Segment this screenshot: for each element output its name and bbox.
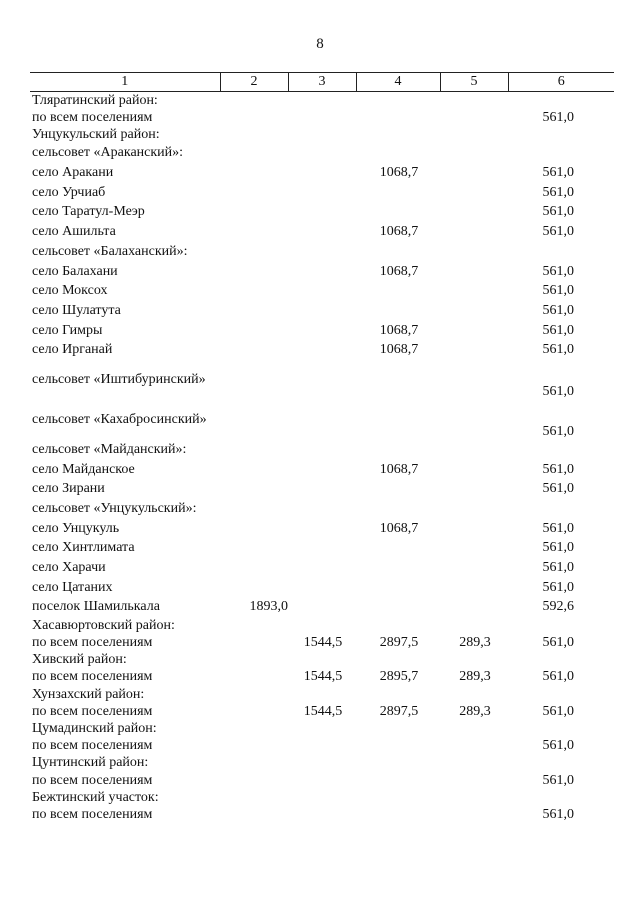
col3-cell — [288, 772, 356, 789]
col2-cell — [220, 400, 288, 440]
col5-cell — [440, 301, 508, 321]
col6-cell: 561,0 — [542, 224, 574, 240]
col5-cell — [440, 652, 508, 669]
col2-cell — [220, 301, 288, 321]
col4-cell — [356, 789, 440, 806]
table-row — [30, 635, 614, 652]
col4-cell — [356, 242, 440, 262]
col3-cell — [288, 519, 356, 539]
col6-cell — [508, 617, 614, 634]
table-row — [30, 617, 614, 634]
col2-cell — [220, 806, 288, 823]
col3-cell — [288, 340, 356, 360]
col3-cell — [288, 440, 356, 460]
col4-cell: 1068,7 — [379, 342, 419, 358]
col6-cell: 561,0 — [542, 302, 574, 318]
col6-cell — [508, 440, 614, 460]
col5-cell — [440, 806, 508, 823]
col4-cell — [356, 686, 440, 703]
col2-cell — [220, 92, 288, 110]
col5-cell — [440, 558, 508, 578]
col2-cell — [220, 222, 288, 242]
row-name-cell: Хивский район: — [32, 652, 127, 668]
col5-cell — [440, 686, 508, 703]
table-body — [30, 92, 614, 824]
row-name-cell: село Урчиаб — [32, 184, 106, 200]
col6-cell: 561,0 — [542, 204, 574, 220]
col5-cell — [440, 720, 508, 737]
col5-cell — [440, 738, 508, 755]
row-name-cell: Хунзахский район: — [32, 686, 145, 702]
col4-cell — [356, 400, 440, 440]
col4-cell — [356, 301, 440, 321]
row-name-cell: село Шулатута — [32, 302, 121, 318]
col3-cell: 1544,5 — [303, 703, 343, 719]
col4-cell — [356, 183, 440, 203]
col6-cell: 561,0 — [542, 560, 574, 576]
col6-cell: 561,0 — [542, 283, 574, 299]
col5-cell — [440, 92, 508, 110]
col4-cell — [356, 806, 440, 823]
row-name-cell: сельсовет «Кахабросинский» — [32, 412, 207, 428]
table-row — [30, 281, 614, 301]
col3-cell — [288, 222, 356, 242]
col2-cell: 1893,0 — [249, 599, 288, 615]
col6-cell: 561,0 — [542, 263, 574, 279]
col2-cell — [220, 519, 288, 539]
table-row — [30, 519, 614, 539]
col3-cell — [288, 281, 356, 301]
col3-cell: 1544,5 — [303, 669, 343, 685]
col2-cell — [220, 340, 288, 360]
col4-cell: 2895,7 — [379, 669, 419, 685]
col6-cell: 561,0 — [542, 540, 574, 556]
col2-cell — [220, 789, 288, 806]
col4-cell: 1068,7 — [379, 461, 419, 477]
row-name-cell: село Зирани — [32, 481, 105, 497]
col5-cell — [440, 400, 508, 440]
col5-cell — [440, 519, 508, 539]
col4-cell — [356, 281, 440, 301]
table-row — [30, 755, 614, 772]
row-name-cell: по всем поселениям — [32, 738, 153, 754]
row-name-cell: по всем поселениям — [32, 772, 153, 788]
col4-cell — [356, 144, 440, 164]
col6-cell — [508, 755, 614, 772]
table-row — [30, 321, 614, 341]
column-header-3: 3 — [288, 73, 356, 92]
col6-cell: 561,0 — [542, 184, 574, 200]
col3-cell — [288, 499, 356, 519]
col2-cell — [220, 242, 288, 262]
col4-cell: 2897,5 — [379, 635, 419, 651]
col4-cell: 1068,7 — [379, 520, 419, 536]
col6-cell: 561,0 — [542, 322, 574, 338]
row-name-cell: по всем поселениям — [32, 806, 153, 822]
col4-cell — [356, 617, 440, 634]
col6-cell — [508, 92, 614, 110]
table-row — [30, 400, 614, 440]
col2-cell — [220, 755, 288, 772]
col5-cell — [440, 222, 508, 242]
col4-cell — [356, 558, 440, 578]
col6-cell: 561,0 — [542, 481, 574, 497]
col2-cell — [220, 635, 288, 652]
row-name-cell: село Унцукуль — [32, 520, 120, 536]
col5-cell — [440, 183, 508, 203]
col5-cell — [440, 480, 508, 500]
col5-cell — [440, 203, 508, 223]
col6-cell: 561,0 — [542, 342, 574, 358]
row-name-cell: село Хинтлимата — [32, 540, 135, 556]
col2-cell — [220, 144, 288, 164]
col4-cell — [356, 652, 440, 669]
col2-cell — [220, 686, 288, 703]
col6-cell: 561,0 — [542, 579, 574, 595]
tariff-table — [30, 72, 614, 824]
col3-cell — [288, 203, 356, 223]
col4-cell: 1068,7 — [379, 263, 419, 279]
col4-cell — [356, 203, 440, 223]
table-row — [30, 720, 614, 737]
col5-cell — [440, 755, 508, 772]
col3-cell — [288, 539, 356, 559]
table-row — [30, 558, 614, 578]
col3-cell — [288, 92, 356, 110]
col4-cell — [356, 499, 440, 519]
col3-cell — [288, 262, 356, 282]
col4-cell — [356, 738, 440, 755]
col2-cell — [220, 772, 288, 789]
col3-cell — [288, 686, 356, 703]
col2-cell — [220, 480, 288, 500]
row-name-cell: по всем поселениям — [32, 109, 153, 125]
col6-cell: 561,0 — [542, 738, 574, 754]
col2-cell — [220, 738, 288, 755]
col6-cell — [508, 686, 614, 703]
row-name-cell: село Аракани — [32, 165, 114, 181]
col5-cell — [440, 126, 508, 143]
table-row — [30, 301, 614, 321]
col6-cell: 561,0 — [542, 424, 574, 440]
col5-cell — [440, 144, 508, 164]
col5-cell — [440, 163, 508, 183]
col3-cell — [288, 806, 356, 823]
column-header-4: 4 — [356, 73, 440, 92]
col2-cell — [220, 652, 288, 669]
row-name-cell: поселок Шамилькала — [32, 599, 160, 615]
col2-cell — [220, 183, 288, 203]
table-row — [30, 203, 614, 223]
col2-cell — [220, 617, 288, 634]
col3-cell — [288, 163, 356, 183]
table-row — [30, 222, 614, 242]
col3-cell — [288, 109, 356, 126]
col5-cell — [440, 109, 508, 126]
col2-cell — [220, 360, 288, 400]
col3-cell — [288, 578, 356, 598]
table-row — [30, 578, 614, 598]
col2-cell — [220, 669, 288, 686]
table-row — [30, 340, 614, 360]
table-row — [30, 92, 614, 110]
col5-cell — [440, 499, 508, 519]
col5-cell: 289,3 — [459, 703, 491, 719]
col3-cell — [288, 720, 356, 737]
col4-cell — [356, 126, 440, 143]
col5-cell — [440, 242, 508, 262]
col4-cell — [356, 440, 440, 460]
table-row — [30, 440, 614, 460]
col5-cell — [440, 598, 508, 618]
row-name-cell: по всем поселениям — [32, 703, 153, 719]
row-name-cell: по всем поселениям — [32, 635, 153, 651]
table-row — [30, 360, 614, 400]
col6-cell — [508, 499, 614, 519]
table-row — [30, 789, 614, 806]
table-row — [30, 460, 614, 480]
col6-cell — [508, 652, 614, 669]
table-row — [30, 126, 614, 143]
col2-cell — [220, 163, 288, 183]
col2-cell — [220, 720, 288, 737]
col3-cell — [288, 321, 356, 341]
col6-cell: 561,0 — [542, 109, 574, 125]
col4-cell: 1068,7 — [379, 322, 419, 338]
col5-cell — [440, 340, 508, 360]
col4-cell — [356, 578, 440, 598]
col5-cell — [440, 360, 508, 400]
table-row — [30, 242, 614, 262]
row-name-cell: село Майданское — [32, 461, 135, 477]
table-header — [30, 73, 614, 92]
col3-cell — [288, 242, 356, 262]
row-name-cell: село Таратул-Меэр — [32, 204, 145, 220]
column-header-5: 5 — [440, 73, 508, 92]
col2-cell — [220, 539, 288, 559]
col3-cell — [288, 400, 356, 440]
col3-cell — [288, 480, 356, 500]
table-row — [30, 499, 614, 519]
row-name-cell: село Цатаних — [32, 579, 113, 595]
row-name-cell: село Балахани — [32, 263, 118, 279]
table-row — [30, 806, 614, 823]
col6-cell: 561,0 — [542, 635, 574, 651]
col4-cell: 1068,7 — [379, 165, 419, 181]
col2-cell — [220, 203, 288, 223]
table-row — [30, 480, 614, 500]
col5-cell: 289,3 — [459, 669, 491, 685]
col3-cell — [288, 144, 356, 164]
table-row — [30, 262, 614, 282]
column-header-6: 6 — [508, 73, 614, 92]
column-header-1: 1 — [30, 73, 220, 92]
col2-cell — [220, 578, 288, 598]
table-row — [30, 183, 614, 203]
col6-cell: 561,0 — [542, 703, 574, 719]
col4-cell — [356, 360, 440, 400]
col5-cell — [440, 772, 508, 789]
row-name-cell: Цумадинский район: — [32, 721, 157, 737]
col3-cell — [288, 126, 356, 143]
col5-cell — [440, 321, 508, 341]
row-name-cell: Бежтинский участок: — [32, 789, 159, 805]
col6-cell: 561,0 — [542, 461, 574, 477]
col6-cell — [508, 789, 614, 806]
row-name-cell: село Моксох — [32, 283, 108, 299]
table-row — [30, 738, 614, 755]
column-header-2: 2 — [220, 73, 288, 92]
col4-cell — [356, 480, 440, 500]
col3-cell — [288, 460, 356, 480]
row-name-cell: село Гимры — [32, 322, 103, 338]
col4-cell — [356, 109, 440, 126]
col6-cell: 561,0 — [542, 520, 574, 536]
col2-cell — [220, 460, 288, 480]
table-row — [30, 598, 614, 618]
col4-cell — [356, 539, 440, 559]
col4-cell — [356, 772, 440, 789]
table-row — [30, 109, 614, 126]
row-name-cell: сельсовет «Майданский»: — [32, 441, 187, 457]
page-number: 8 — [316, 36, 324, 52]
col5-cell — [440, 789, 508, 806]
col4-cell: 1068,7 — [379, 224, 419, 240]
col2-cell — [220, 321, 288, 341]
col4-cell — [356, 720, 440, 737]
col6-cell: 592,6 — [542, 599, 574, 615]
col2-cell — [220, 126, 288, 143]
col5-cell: 289,3 — [459, 635, 491, 651]
col6-cell — [508, 126, 614, 143]
col2-cell — [220, 703, 288, 720]
table-row — [30, 669, 614, 686]
table-row — [30, 703, 614, 720]
col3-cell — [288, 617, 356, 634]
row-name-cell: Хасавюртовский район: — [32, 617, 175, 633]
row-name-cell: Унцукульский район: — [32, 126, 160, 142]
row-name-cell: село Харачи — [32, 560, 106, 576]
col2-cell — [220, 440, 288, 460]
table-row — [30, 652, 614, 669]
col4-cell — [356, 92, 440, 110]
col5-cell — [440, 460, 508, 480]
col6-cell — [508, 242, 614, 262]
col3-cell — [288, 652, 356, 669]
col2-cell — [220, 262, 288, 282]
row-name-cell: Цунтинский район: — [32, 755, 149, 771]
col5-cell — [440, 440, 508, 460]
col6-cell: 561,0 — [542, 165, 574, 181]
col3-cell — [288, 738, 356, 755]
col4-cell — [356, 598, 440, 618]
col4-cell: 2897,5 — [379, 703, 419, 719]
row-name-cell: сельсовет «Араканский»: — [32, 145, 184, 161]
table-row — [30, 772, 614, 789]
row-name-cell: село Ашильта — [32, 224, 116, 240]
col5-cell — [440, 617, 508, 634]
col3-cell — [288, 598, 356, 618]
col6-cell: 561,0 — [542, 669, 574, 685]
row-name-cell: Тляратинский район: — [32, 92, 158, 108]
table-row — [30, 163, 614, 183]
col6-cell: 561,0 — [542, 384, 574, 400]
row-name-cell: село Ирганай — [32, 342, 113, 358]
col5-cell — [440, 539, 508, 559]
col2-cell — [220, 109, 288, 126]
col6-cell — [508, 144, 614, 164]
col3-cell — [288, 360, 356, 400]
table-row — [30, 686, 614, 703]
col2-cell — [220, 499, 288, 519]
table-row — [30, 144, 614, 164]
col3-cell — [288, 755, 356, 772]
col3-cell — [288, 183, 356, 203]
col5-cell — [440, 262, 508, 282]
col5-cell — [440, 578, 508, 598]
col3-cell — [288, 789, 356, 806]
col6-cell — [508, 720, 614, 737]
col3-cell — [288, 301, 356, 321]
col3-cell — [288, 558, 356, 578]
row-name-cell: сельсовет «Иштибуринский» — [32, 372, 206, 388]
col3-cell: 1544,5 — [303, 635, 343, 651]
col6-cell: 561,0 — [542, 806, 574, 822]
row-name-cell: сельсовет «Балаханский»: — [32, 243, 188, 259]
col6-cell: 561,0 — [542, 772, 574, 788]
col4-cell — [356, 755, 440, 772]
table-row — [30, 539, 614, 559]
col2-cell — [220, 558, 288, 578]
row-name-cell: сельсовет «Унцукульский»: — [32, 501, 197, 517]
col5-cell — [440, 281, 508, 301]
row-name-cell: по всем поселениям — [32, 669, 153, 685]
col2-cell — [220, 281, 288, 301]
